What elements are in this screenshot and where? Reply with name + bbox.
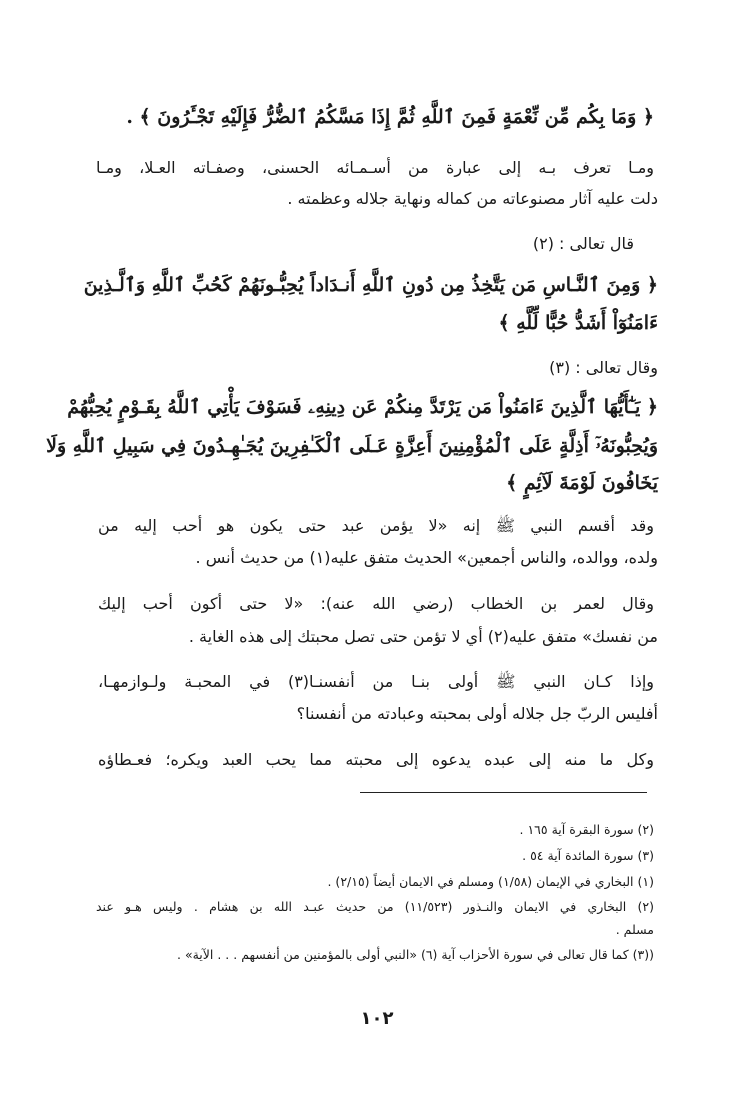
paragraph-2-line-1: وقد أقسم النبي ﷺ إنه «لا يؤمن عبد حتى يكون هو أحب إليه من: [98, 516, 654, 535]
footnote-2: (٣) سورة المائدة آية ٥٤ .: [522, 848, 654, 863]
footnote-1: (٢) سورة البقرة آية ١٦٥ .: [519, 822, 654, 837]
footnote-separator: [360, 792, 647, 793]
footnote-4-line-1: (٢) البخاري في الايمان والنـذور (١١/٥٢٣) من حديث عبـد الله بن هشام . وليس هـو عند: [96, 899, 654, 914]
verse-intro-3: وقال تعالى : (٣): [549, 358, 658, 377]
footnote-3: (١) البخاري في الإيمان (١/٥٨) ومسلم في الايمان أيضاً (٢/١٥) .: [327, 874, 654, 889]
quran-verse-1: ﴿ وَمَا بِكُم مِّن نِّعْمَةٍ فَمِنَ ٱللَّهِ ثُمَّ إِذَا مَسَّكُمُ ٱلضُّرُّ فَإِلَيْهِ تَجْـَٔرُونَ ﴾ .: [126, 106, 654, 128]
paragraph-5-line-1: وكل ما منه إلى عبده يدعوه إلى محبته مما يحب العبد ويكره؛ فعـطاؤه: [98, 750, 654, 769]
quran-verse-2-line-2: ءَامَنُوٓاْ أَشَدُّ حُبًّا لِّلَّهِ ﴾: [498, 312, 658, 334]
paragraph-1-line-1: ومـا تعرف بـه إلى عبارة من أسـمـائه الحسنى، وصفـاته العـلا، ومـا: [96, 158, 654, 177]
paragraph-4-line-1: وإذا كـان النبي ﷺ أولى بنـا من أنفسنـا(٣) في المحبـة ولـوازمهـا،: [98, 672, 654, 691]
paragraph-1-line-2: دلت عليه آثار مصنوعاته من كماله ونهاية جلاله وعظمته .: [287, 189, 658, 208]
quran-verse-3-line-3: يَخَافُونَ لَوْمَةَ لَآئِمٍ ﴾: [506, 472, 658, 494]
verse-intro-2: قال تعالى : (٢): [532, 234, 634, 253]
page-number: ١٠٢: [360, 1008, 394, 1029]
quran-verse-2-line-1: ﴿ وَمِنَ ٱلنَّـاسِ مَن يَتَّخِذُ مِن دُونِ ٱللَّهِ أَنـدَاداً يُحِبُّـونَهُمْ كَحُبِّ ٱللَّهِ وَٱلَّـذِينَ: [83, 274, 658, 296]
quran-verse-3-line-2: وَيُحِبُّونَهُۥٓ أَذِلَّةٍ عَلَى ٱلْمُؤْمِنِينَ أَعِزَّةٍ عَـلَى ٱلْكَـٰفِرِينَ يُجَـٰهِـدُونَ فِي سَبِيلِ ٱللَّهِ وَلَا: [46, 435, 658, 457]
footnote-4-line-2: مسلم .: [615, 922, 654, 937]
paragraph-2-line-2: ولده، ووالده، والناس أجمعين» الحديث متفق عليه(١) من حديث أنس .: [195, 548, 658, 567]
quran-verse-3-line-1: ﴿ يَـٰٓأَيُّهَا ٱلَّذِينَ ءَامَنُواْ مَن يَرْتَدَّ مِنكُمْ عَن دِينِهِۦ فَسَوْفَ يَأْتِي ٱللَّهُ بِقَـوْمٍ يُحِبُّهُمْ: [67, 396, 658, 418]
paragraph-4-line-2: أفليس الربّ جل جلاله أولى بمحبته وعبادته من أنفسنا؟: [296, 704, 658, 723]
paragraph-3-line-1: وقال لعمر بن الخطاب (رضي الله عنه): «لا حتى أكون أحب إليك: [98, 594, 654, 613]
footnote-5: ((٣) كما قال تعالى في سورة الأحزاب آية (٦) «النبي أولى بالمؤمنين من أنفسهم . . . الآية» .: [177, 947, 654, 962]
paragraph-3-line-2: من نفسك» متفق عليه(٢) أي لا تؤمن حتى تصل محبتك إلى هذه الغاية .: [188, 627, 658, 646]
